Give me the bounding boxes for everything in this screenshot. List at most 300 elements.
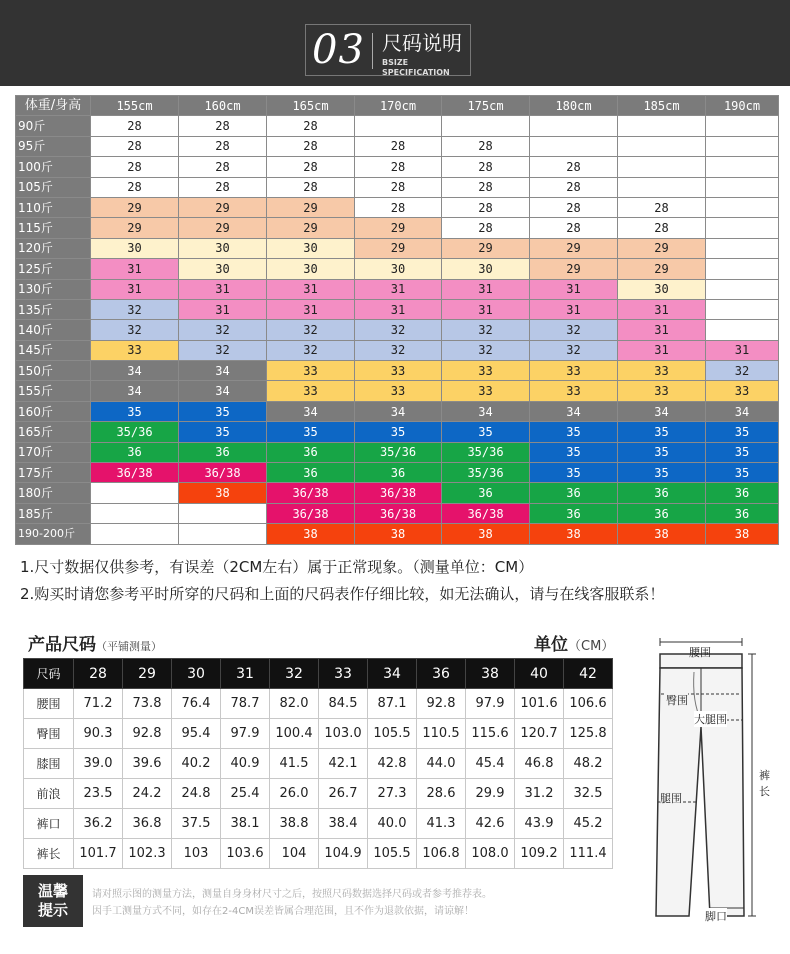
size-cell: 30	[267, 238, 355, 258]
size-recommendation-table	[15, 95, 779, 545]
measurement-value: 90.3	[74, 719, 123, 749]
size-cell: 31	[179, 279, 267, 299]
size-cell: 38	[442, 524, 530, 544]
size-cell	[179, 524, 267, 544]
measurement-row	[24, 809, 613, 839]
measurement-size-header: 42	[564, 659, 613, 689]
measurement-label: 裤长	[24, 839, 74, 869]
size-cell: 36/38	[179, 463, 267, 483]
size-cell: 34	[442, 401, 530, 421]
size-cell: 29	[267, 197, 355, 217]
weight-label: 145斤	[16, 340, 91, 360]
diagram-label-knee: 腿围	[660, 792, 682, 805]
size-cell: 36	[530, 483, 618, 503]
size-cell: 28	[530, 157, 618, 177]
size-cell: 36	[267, 463, 355, 483]
measurement-value: 125.8	[564, 719, 613, 749]
measurement-value: 28.6	[417, 779, 466, 809]
size-chart-row	[16, 136, 779, 156]
size-cell: 28	[355, 136, 442, 156]
measurement-value: 104.9	[319, 839, 368, 869]
size-cell: 31	[267, 299, 355, 319]
size-chart-row	[16, 463, 779, 483]
measurement-size-header: 38	[466, 659, 515, 689]
size-cell: 31	[179, 299, 267, 319]
size-cell: 34	[179, 381, 267, 401]
size-cell: 34	[530, 401, 618, 421]
weight-label: 110斤	[16, 197, 91, 217]
size-cell	[706, 279, 779, 299]
measurement-row	[24, 779, 613, 809]
measurement-value: 41.5	[270, 749, 319, 779]
size-cell: 28	[91, 136, 179, 156]
measurement-value: 25.4	[221, 779, 270, 809]
size-cell: 29	[355, 218, 442, 238]
weight-label: 120斤	[16, 238, 91, 258]
size-cell: 29	[530, 238, 618, 258]
measurement-header-row	[24, 659, 613, 689]
diagram-label-hem: 脚口	[705, 910, 727, 923]
size-cell	[706, 259, 779, 279]
product-measurement-table	[23, 658, 613, 869]
size-chart-row	[16, 279, 779, 299]
measurement-value: 115.6	[466, 719, 515, 749]
size-cell: 36	[706, 503, 779, 523]
measurement-value: 76.4	[172, 689, 221, 719]
measurement-value: 24.8	[172, 779, 221, 809]
unit-label: 单位	[534, 635, 568, 655]
size-cell: 29	[91, 197, 179, 217]
size-cell: 32	[355, 320, 442, 340]
size-chart-row	[16, 116, 779, 136]
size-cell: 32	[442, 320, 530, 340]
measurement-value: 29.9	[466, 779, 515, 809]
size-cell: 33	[267, 381, 355, 401]
measurement-size-header: 32	[270, 659, 319, 689]
size-cell: 36	[355, 463, 442, 483]
measurement-value: 32.5	[564, 779, 613, 809]
measurement-value: 36.2	[74, 809, 123, 839]
measurement-value: 100.4	[270, 719, 319, 749]
size-chart-corner: 体重/身高	[16, 96, 91, 116]
weight-label: 100斤	[16, 157, 91, 177]
size-cell: 36	[179, 442, 267, 462]
section-badge	[305, 24, 471, 76]
measurement-label: 前浪	[24, 779, 74, 809]
size-cell: 28	[267, 116, 355, 136]
measurement-value: 73.8	[123, 689, 172, 719]
size-cell	[706, 238, 779, 258]
size-cell: 28	[442, 177, 530, 197]
size-cell: 36	[442, 483, 530, 503]
size-cell: 28	[179, 136, 267, 156]
weight-label: 115斤	[16, 218, 91, 238]
size-cell: 30	[267, 259, 355, 279]
weight-label: 190-200斤	[16, 524, 91, 544]
unit-title	[534, 630, 614, 655]
size-cell: 28	[442, 157, 530, 177]
size-cell: 30	[618, 279, 706, 299]
weight-label: 95斤	[16, 136, 91, 156]
measurement-value: 27.3	[368, 779, 417, 809]
size-cell	[442, 116, 530, 136]
measurement-row	[24, 689, 613, 719]
product-size-title	[28, 630, 162, 655]
weight-label: 150斤	[16, 361, 91, 381]
weight-label: 130斤	[16, 279, 91, 299]
measurement-value: 108.0	[466, 839, 515, 869]
measurement-row	[24, 719, 613, 749]
measurement-row	[24, 749, 613, 779]
size-cell: 35/36	[91, 422, 179, 442]
measurement-value: 36.8	[123, 809, 172, 839]
size-cell: 30	[179, 259, 267, 279]
size-cell: 31	[442, 279, 530, 299]
size-cell: 28	[442, 136, 530, 156]
size-cell: 34	[267, 401, 355, 421]
section-subtitle: BSIZE SPECIFICATION	[382, 58, 450, 77]
unit-value: （CM）	[568, 639, 615, 654]
warning-box-line-1: 温馨	[37, 882, 68, 900]
size-cell: 30	[91, 238, 179, 258]
size-cell: 28	[91, 116, 179, 136]
size-chart-row	[16, 259, 779, 279]
size-chart-row	[16, 503, 779, 523]
size-cell: 31	[442, 299, 530, 319]
size-cell: 32	[530, 340, 618, 360]
size-cell: 35/36	[442, 463, 530, 483]
measurement-value: 42.6	[466, 809, 515, 839]
size-cell: 35	[91, 401, 179, 421]
size-cell	[179, 503, 267, 523]
size-cell: 28	[179, 177, 267, 197]
size-cell: 28	[355, 177, 442, 197]
size-cell	[706, 116, 779, 136]
warning-box	[23, 875, 83, 927]
size-chart-row	[16, 299, 779, 319]
measurement-row	[24, 839, 613, 869]
measurement-label: 腰围	[24, 689, 74, 719]
warning-line-1: 请对照示图的测量方法，测量自身身材尺寸之后，按照尺码数据选择尺码或者参考推荐表。	[92, 889, 492, 900]
measurement-value: 103.6	[221, 839, 270, 869]
measurement-value: 43.9	[515, 809, 564, 839]
size-cell: 29	[267, 218, 355, 238]
size-cell: 28	[267, 136, 355, 156]
weight-label: 175斤	[16, 463, 91, 483]
height-header: 170cm	[355, 96, 442, 116]
size-cell: 35	[530, 463, 618, 483]
size-cell: 32	[355, 340, 442, 360]
size-cell: 32	[179, 340, 267, 360]
size-chart-row	[16, 218, 779, 238]
size-cell: 33	[355, 381, 442, 401]
measurement-label: 臀围	[24, 719, 74, 749]
measurement-value: 45.2	[564, 809, 613, 839]
size-cell: 30	[179, 238, 267, 258]
weight-label: 185斤	[16, 503, 91, 523]
height-header: 180cm	[530, 96, 618, 116]
size-cell	[706, 177, 779, 197]
size-chart-header-row	[16, 96, 779, 116]
weight-label: 170斤	[16, 442, 91, 462]
diagram-label-length-2: 长	[759, 785, 770, 798]
measurement-value: 37.5	[172, 809, 221, 839]
size-cell: 34	[706, 401, 779, 421]
measurement-label: 裤口	[24, 809, 74, 839]
measurement-value: 110.5	[417, 719, 466, 749]
size-cell: 30	[355, 259, 442, 279]
size-cell: 36	[530, 503, 618, 523]
size-cell: 32	[267, 320, 355, 340]
size-cell: 28	[179, 116, 267, 136]
size-cell: 35	[267, 422, 355, 442]
size-cell: 31	[706, 340, 779, 360]
measurement-size-header: 33	[319, 659, 368, 689]
size-cell: 33	[530, 381, 618, 401]
size-cell: 35/36	[355, 442, 442, 462]
size-cell: 31	[267, 279, 355, 299]
diagram-label-waist: 腰围	[689, 646, 711, 659]
height-header: 175cm	[442, 96, 530, 116]
size-cell: 34	[618, 401, 706, 421]
size-chart-row	[16, 524, 779, 544]
measurement-value: 38.4	[319, 809, 368, 839]
size-cell: 28	[355, 197, 442, 217]
measurement-header-label: 尺码	[24, 659, 74, 689]
measurement-value: 82.0	[270, 689, 319, 719]
height-header: 185cm	[618, 96, 706, 116]
size-chart-row	[16, 157, 779, 177]
size-cell: 29	[91, 218, 179, 238]
size-cell: 33	[618, 381, 706, 401]
size-cell: 29	[179, 197, 267, 217]
size-cell: 35	[618, 463, 706, 483]
section-title: 尺码说明	[382, 31, 462, 55]
size-cell	[91, 503, 179, 523]
height-header: 155cm	[91, 96, 179, 116]
size-cell: 33	[91, 340, 179, 360]
measurement-value: 40.2	[172, 749, 221, 779]
size-cell: 35	[355, 422, 442, 442]
size-cell: 28	[267, 177, 355, 197]
measurement-value: 26.7	[319, 779, 368, 809]
size-cell: 31	[618, 299, 706, 319]
product-size-subtitle: （平铺测量）	[96, 640, 162, 653]
size-cell: 36	[706, 483, 779, 503]
measurement-value: 103.0	[319, 719, 368, 749]
measurement-value: 78.7	[221, 689, 270, 719]
warning-box-line-2: 提示	[37, 901, 68, 919]
note-line-2: 2.购买时请您参考平时所穿的尺码和上面的尺码表作仔细比较，如无法确认，请与在线客服联系！	[20, 585, 665, 603]
size-cell: 35	[706, 422, 779, 442]
size-cell: 31	[91, 259, 179, 279]
diagram-label-hip: 臀围	[666, 694, 688, 707]
size-cell: 35	[618, 442, 706, 462]
size-cell: 32	[267, 340, 355, 360]
measurement-value: 44.0	[417, 749, 466, 779]
size-cell: 35/36	[442, 442, 530, 462]
measurement-size-header: 29	[123, 659, 172, 689]
size-chart-row	[16, 442, 779, 462]
size-cell: 32	[442, 340, 530, 360]
measurement-value: 24.2	[123, 779, 172, 809]
diagram-label-thigh: 大腿围	[694, 713, 727, 726]
weight-label: 125斤	[16, 259, 91, 279]
size-chart-row	[16, 422, 779, 442]
size-cell: 29	[530, 259, 618, 279]
size-cell	[706, 136, 779, 156]
measurement-value: 84.5	[319, 689, 368, 719]
size-cell: 28	[91, 157, 179, 177]
size-cell: 31	[355, 279, 442, 299]
size-chart-row	[16, 340, 779, 360]
size-cell: 35	[530, 442, 618, 462]
badge-divider	[372, 33, 373, 69]
size-cell	[355, 116, 442, 136]
measurement-value: 92.8	[123, 719, 172, 749]
size-cell: 35	[179, 422, 267, 442]
measurement-value: 26.0	[270, 779, 319, 809]
measurement-value: 40.0	[368, 809, 417, 839]
measurement-size-header: 28	[74, 659, 123, 689]
size-cell	[618, 177, 706, 197]
size-cell: 36	[618, 503, 706, 523]
size-cell	[618, 116, 706, 136]
measurement-value: 23.5	[74, 779, 123, 809]
weight-label: 155斤	[16, 381, 91, 401]
size-cell	[530, 136, 618, 156]
size-cell	[706, 299, 779, 319]
measurement-value: 120.7	[515, 719, 564, 749]
measurement-value: 101.6	[515, 689, 564, 719]
size-cell: 34	[91, 361, 179, 381]
size-cell: 38	[706, 524, 779, 544]
size-cell: 33	[355, 361, 442, 381]
size-cell: 35	[530, 422, 618, 442]
size-chart-row	[16, 238, 779, 258]
size-cell: 28	[618, 218, 706, 238]
size-cell: 29	[355, 238, 442, 258]
size-cell: 33	[618, 361, 706, 381]
measurement-value: 105.5	[368, 839, 417, 869]
size-cell: 28	[179, 157, 267, 177]
weight-label: 165斤	[16, 422, 91, 442]
height-header: 165cm	[267, 96, 355, 116]
size-chart-row	[16, 197, 779, 217]
size-cell: 28	[442, 197, 530, 217]
measurement-value: 97.9	[221, 719, 270, 749]
size-cell: 28	[530, 177, 618, 197]
size-cell	[91, 524, 179, 544]
size-cell: 35	[442, 422, 530, 442]
measurement-value: 92.8	[417, 689, 466, 719]
size-cell	[530, 116, 618, 136]
measurement-value: 45.4	[466, 749, 515, 779]
measurement-value: 104	[270, 839, 319, 869]
size-cell: 28	[442, 218, 530, 238]
size-cell: 28	[530, 218, 618, 238]
size-cell: 33	[442, 361, 530, 381]
size-cell: 38	[355, 524, 442, 544]
size-chart-row	[16, 320, 779, 340]
size-cell: 32	[91, 320, 179, 340]
size-chart-row	[16, 177, 779, 197]
section-number: 03	[312, 27, 365, 73]
size-cell: 33	[267, 361, 355, 381]
measurement-value: 38.8	[270, 809, 319, 839]
measurement-size-header: 34	[368, 659, 417, 689]
measurement-value: 38.1	[221, 809, 270, 839]
height-header: 160cm	[179, 96, 267, 116]
size-cell: 33	[530, 361, 618, 381]
weight-label: 140斤	[16, 320, 91, 340]
size-cell: 36/38	[91, 463, 179, 483]
size-cell: 31	[355, 299, 442, 319]
measurement-size-header: 36	[417, 659, 466, 689]
measurement-value: 95.4	[172, 719, 221, 749]
weight-label: 180斤	[16, 483, 91, 503]
size-cell: 31	[530, 299, 618, 319]
size-cell: 36/38	[355, 503, 442, 523]
measurement-value: 42.8	[368, 749, 417, 779]
height-header: 190cm	[706, 96, 779, 116]
size-cell: 34	[355, 401, 442, 421]
size-cell	[618, 157, 706, 177]
weight-label: 135斤	[16, 299, 91, 319]
size-cell: 36	[267, 442, 355, 462]
weight-label: 105斤	[16, 177, 91, 197]
size-cell: 29	[618, 259, 706, 279]
size-cell: 28	[530, 197, 618, 217]
measurement-value: 39.0	[74, 749, 123, 779]
measurement-value: 106.8	[417, 839, 466, 869]
measurement-value: 111.4	[564, 839, 613, 869]
size-cell: 28	[355, 157, 442, 177]
size-chart-row	[16, 483, 779, 503]
size-cell: 32	[706, 361, 779, 381]
size-cell: 38	[267, 524, 355, 544]
size-cell: 31	[618, 320, 706, 340]
size-cell: 30	[442, 259, 530, 279]
size-cell: 36/38	[267, 503, 355, 523]
size-cell: 31	[530, 279, 618, 299]
size-chart-row	[16, 401, 779, 421]
measurement-value: 40.9	[221, 749, 270, 779]
measurement-size-header: 40	[515, 659, 564, 689]
size-cell: 32	[179, 320, 267, 340]
measurement-value: 103	[172, 839, 221, 869]
size-cell: 33	[706, 381, 779, 401]
size-cell: 35	[706, 442, 779, 462]
size-cell: 38	[179, 483, 267, 503]
weight-label: 160斤	[16, 401, 91, 421]
size-cell: 31	[618, 340, 706, 360]
measurement-size-header: 31	[221, 659, 270, 689]
measurement-value: 101.7	[74, 839, 123, 869]
size-cell	[91, 483, 179, 503]
measurement-value: 106.6	[564, 689, 613, 719]
measurement-value: 48.2	[564, 749, 613, 779]
size-cell: 35	[179, 401, 267, 421]
size-chart-row	[16, 361, 779, 381]
size-cell: 32	[530, 320, 618, 340]
pants-measurement-diagram	[644, 632, 790, 922]
size-cell: 38	[618, 524, 706, 544]
size-cell: 38	[530, 524, 618, 544]
size-cell: 31	[91, 279, 179, 299]
size-cell: 36/38	[442, 503, 530, 523]
size-cell	[706, 157, 779, 177]
